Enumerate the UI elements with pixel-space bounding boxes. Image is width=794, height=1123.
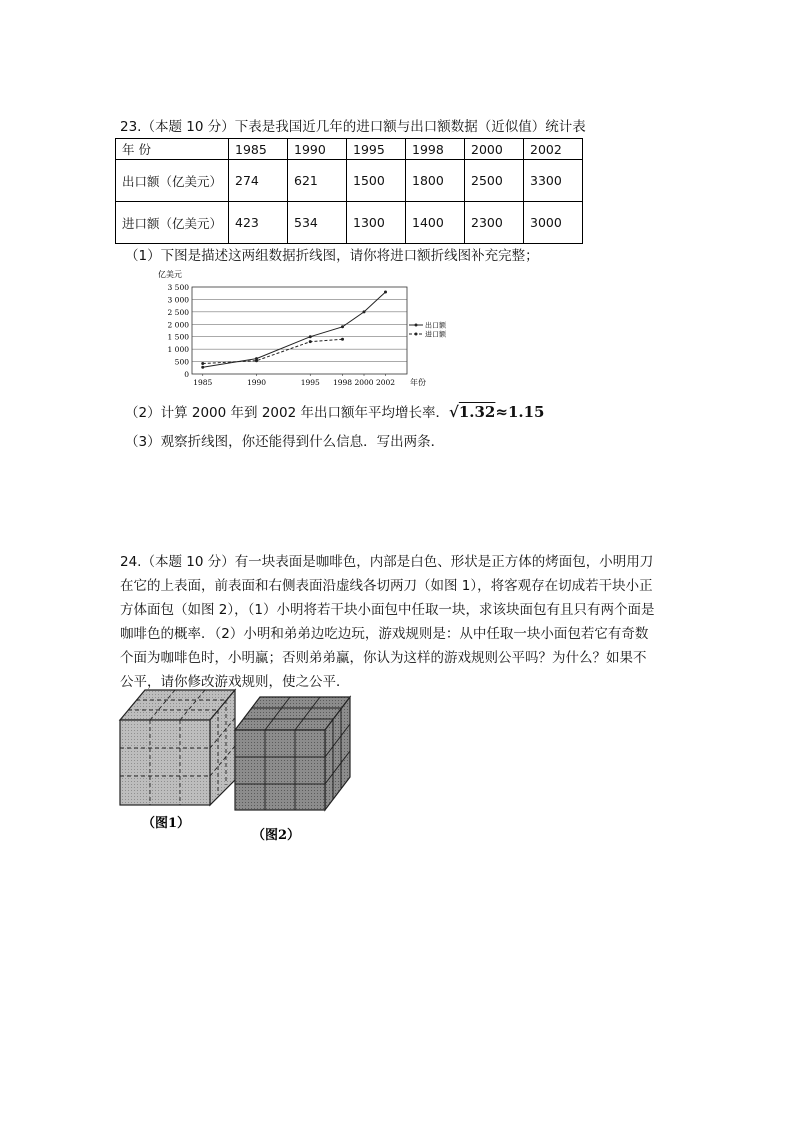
table-cell: 2300 [465, 202, 524, 244]
table-cell: 年 份 [116, 139, 229, 160]
table-cell: 1800 [406, 160, 465, 202]
cube-figure-1 [120, 690, 235, 805]
data-point [309, 340, 312, 343]
table-cell: 2000 [465, 139, 524, 160]
legend-marker [415, 324, 418, 327]
y-axis-label: 亿美元 [158, 270, 182, 279]
table-cell: 534 [288, 202, 347, 244]
data-point [255, 359, 258, 362]
table-cell: 2500 [465, 160, 524, 202]
y-tick-label: 2 500 [167, 307, 189, 317]
stats-table [115, 138, 583, 244]
table-cell: 出口额（亿美元） [116, 160, 229, 202]
q23-sub2 [125, 400, 544, 425]
table-cell: 274 [229, 160, 288, 202]
q23-sub3: （3）观察折线图，你还能得到什么信息．写出两条． [125, 434, 445, 450]
sqrt-sign: √ [448, 403, 459, 421]
fig2-label: （图2） [252, 828, 301, 843]
table-cell: 1998 [406, 139, 465, 160]
y-tick-label: 1 000 [167, 345, 189, 355]
legend-label: 进口额 [425, 330, 446, 339]
data-point [201, 362, 204, 365]
table-cell: 3000 [524, 202, 583, 244]
data-point [384, 290, 387, 293]
x-tick-label: 1985 [193, 378, 213, 387]
table-cell: 2002 [524, 139, 583, 160]
q24-line: 咖啡色的概率．（2）小明和弟弟边吃边玩，游戏规则是：从中任取一块小面包若它有奇数 [120, 626, 649, 642]
series-line-1 [203, 339, 343, 363]
y-tick-label: 500 [174, 357, 189, 367]
table-cell: 621 [288, 160, 347, 202]
x-tick-label: 2000 [354, 378, 374, 387]
table-cell: 1300 [347, 202, 406, 244]
x-tick-label: 2002 [375, 378, 396, 387]
y-tick-label: 2 000 [167, 320, 189, 330]
table-cell: 1990 [288, 139, 347, 160]
q24-line: 公平，请你修改游戏规则，使之公平． [120, 674, 350, 690]
series-line-0 [203, 292, 386, 367]
data-point [363, 310, 366, 313]
sqrt-radicand: 1.32 [458, 403, 496, 421]
table-row [116, 202, 583, 244]
x-axis-label: 年份 [410, 378, 426, 387]
q24-line: 24.（本题 10 分）有一块表面是咖啡色，内部是白色、形状是正方体的烤面包，小明用刀 [120, 554, 654, 570]
y-tick-label: 0 [184, 370, 189, 379]
fig1-label: （图1） [142, 816, 191, 831]
legend-label: 出口额 [425, 321, 446, 330]
y-tick-label: 3 500 [167, 283, 189, 292]
sqrt-expression [449, 403, 545, 421]
table-cell: 1985 [229, 139, 288, 160]
q24-line: 在它的上表面，前表面和右侧表面沿虚线各切两刀（如图 1），将客观存在切成若干块小正 [120, 578, 653, 594]
y-tick-label: 1 500 [167, 332, 189, 342]
data-point [341, 338, 344, 341]
table-cell: 1400 [406, 202, 465, 244]
q24-line: 方体面包（如图 2），（1）小明将若干块小面包中任取一块，求该块面包有且只有两个面是 [120, 602, 655, 618]
legend-marker [415, 333, 418, 336]
table-header-row [116, 139, 583, 160]
plot-frame [192, 287, 407, 374]
q24-line: 个面为咖啡色时，小明赢；否则弟弟赢，你认为这样的游戏规则公平吗？为什么？如果不 [120, 650, 647, 666]
line-chart [150, 265, 460, 390]
cube-figure-2 [235, 697, 350, 810]
x-tick-label: 1990 [246, 378, 267, 387]
data-point [341, 325, 344, 328]
table-cell: 1500 [347, 160, 406, 202]
x-tick-label: 1998 [332, 378, 353, 387]
y-tick-label: 3 000 [167, 295, 189, 305]
data-point [201, 366, 204, 369]
q24-text [120, 550, 690, 694]
table-cell: 3300 [524, 160, 583, 202]
q23-sub1: （1）下图是描述这两组数据折线图，请你将进口额折线图补充完整； [125, 248, 539, 264]
sqrt-result: ≈1.15 [495, 403, 545, 421]
q23-title: 23.（本题 10 分）下表是我国近几年的进口额与出口额数据（近似值）统计表 [120, 119, 586, 135]
table-cell: 1995 [347, 139, 406, 160]
x-tick-label: 1995 [300, 378, 320, 387]
sub2-text: （2）计算 2000 年到 2002 年出口额年平均增长率． [125, 405, 449, 421]
table-row [116, 160, 583, 202]
table-cell: 进口额（亿美元） [116, 202, 229, 244]
data-point [309, 335, 312, 338]
table-cell: 423 [229, 202, 288, 244]
cube-figures [110, 685, 370, 850]
